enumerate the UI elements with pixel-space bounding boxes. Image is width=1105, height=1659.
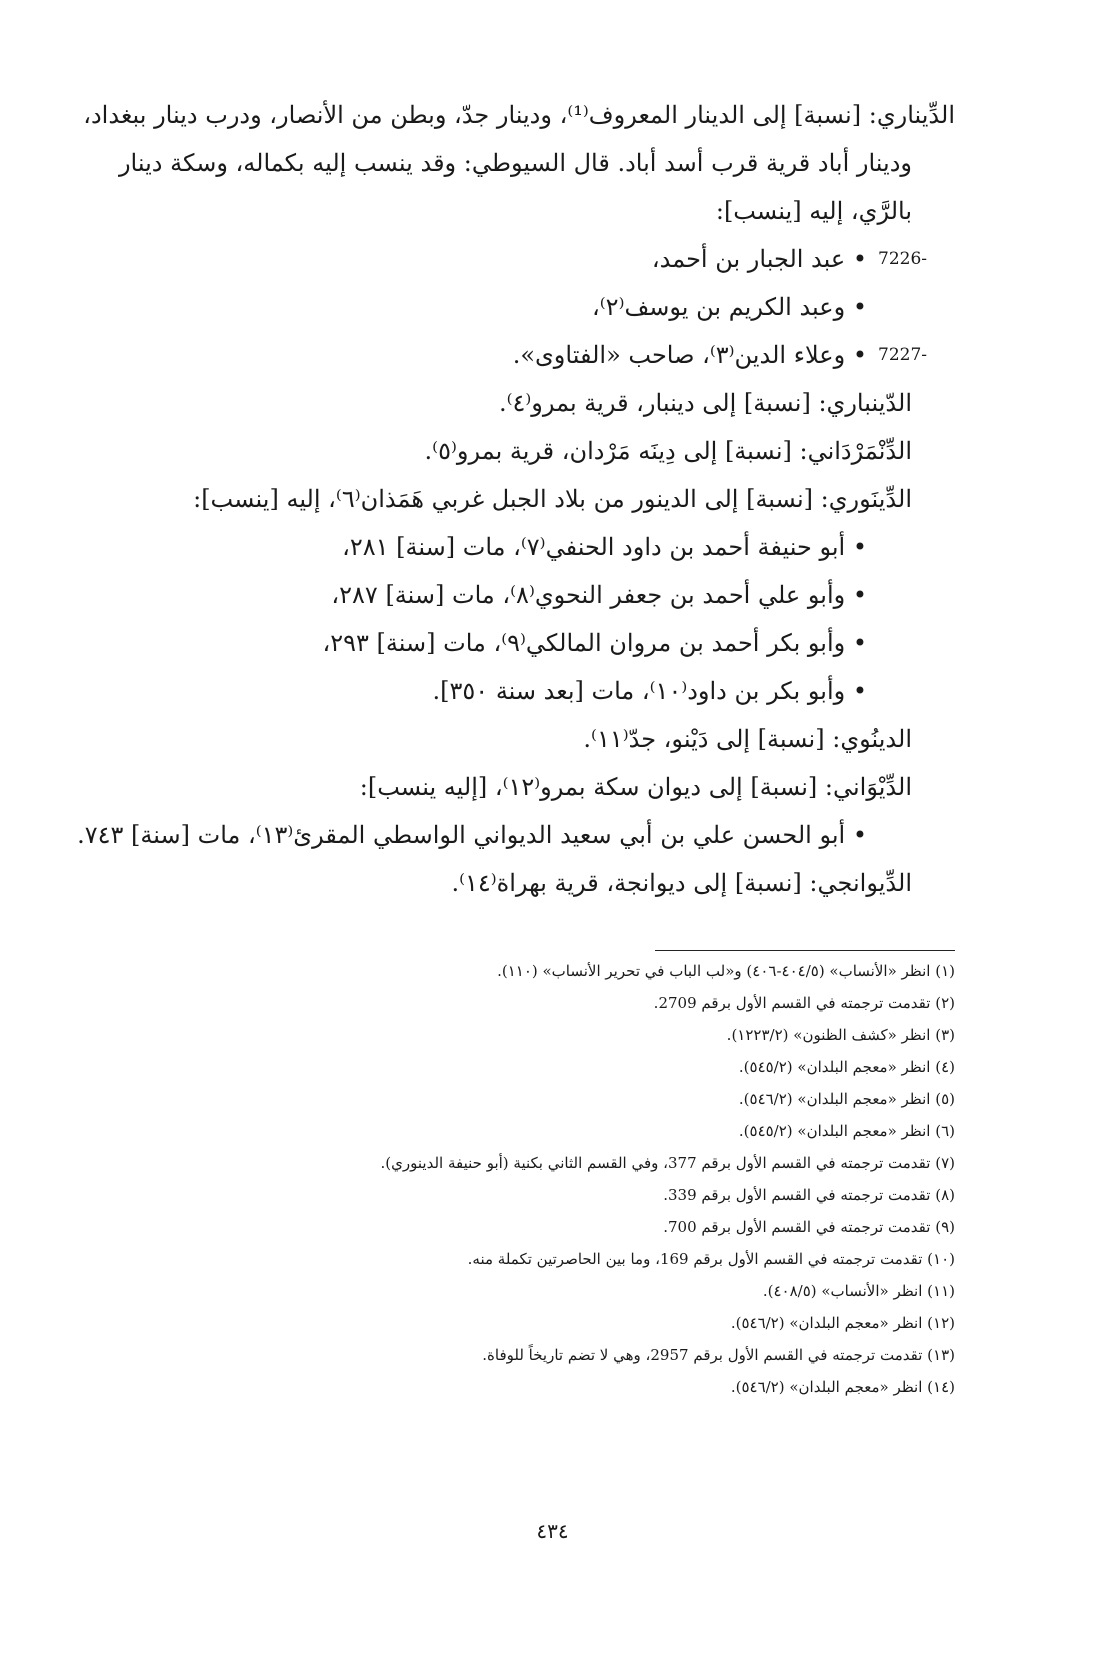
footnote: (٨) تقدمت ترجمته في القسم الأول برقم 339.	[663, 1186, 955, 1204]
entry-line: • وأبو علي أحمد بن جعفر النحوي⁽٨⁾، مات [سنة] ٢٨٧،	[331, 581, 867, 609]
entry-line: • وأبو بكر أحمد بن مروان المالكي⁽٩⁾، مات [سنة] ٢٩٣،	[322, 629, 867, 657]
entry-line: الدّينباري: [نسبة] إلى دينبار، قرية بمرو⁽٤⁾.	[498, 389, 912, 417]
entry-line: • وأبو بكر بن داود⁽١٠⁾، مات [بعد سنة ٣٥٠].	[432, 677, 867, 705]
entry-number: 7227-	[878, 345, 928, 365]
footnote-separator	[655, 950, 955, 951]
entry-line: • وعلاء الدين⁽٣⁾، صاحب «الفتاوى».	[512, 341, 867, 369]
entry-line: الدِّيناري: [نسبة] إلى الدينار المعروف⁽¹⁾، ودينار جدّ، وبطن من الأنصار، ودرب دينار ببغداد،	[83, 101, 955, 129]
footnote: (٩) تقدمت ترجمته في القسم الأول برقم 700.	[663, 1218, 955, 1236]
footnote: (١٢) انظر «معجم البلدان» (٥٤٦/٢).	[730, 1314, 955, 1332]
entry-line: • أبو حنيفة أحمد بن داود الحنفي⁽٧⁾، مات [سنة] ٢٨١،	[342, 533, 867, 561]
footnote: (٧) تقدمت ترجمته في القسم الأول برقم 377، وفي القسم الثاني بكنية (أبو حنيفة الدينوري).	[380, 1154, 955, 1172]
footnote: (٤) انظر «معجم البلدان» (٥٤٥/٢).	[738, 1058, 955, 1076]
footnote: (٦) انظر «معجم البلدان» (٥٤٥/٢).	[738, 1122, 955, 1140]
footnote: (١١) انظر «الأنساب» (٤٠٨/٥).	[762, 1282, 955, 1300]
entry-line: بالرَّي، إليه [ينسب]:	[715, 197, 912, 225]
footnote: (٢) تقدمت ترجمته في القسم الأول برقم 2709.	[653, 994, 955, 1012]
footnote: (١٤) انظر «معجم البلدان» (٥٤٦/٢).	[730, 1378, 955, 1396]
entry-line: • وعبد الكريم بن يوسف⁽٢⁾،	[592, 293, 867, 321]
page-number: ٤٣٤	[536, 1519, 569, 1543]
footnote: (٥) انظر «معجم البلدان» (٥٤٦/٢).	[738, 1090, 955, 1108]
entry-line: الدِّينَوري: [نسبة] إلى الدينور من بلاد الجبل غربي هَمَذان⁽٦⁾، إليه [ينسب]:	[193, 485, 912, 513]
entry-line: الدينُوي: [نسبة] إلى دَيْنو، جدّ⁽١١⁾.	[583, 725, 912, 753]
footnote: (١) انظر «الأنساب» (٤٠٤/٥-٤٠٦) و«لب الباب في تحرير الأنساب» (١١٠).	[497, 962, 955, 980]
entry-line: الدِّيْوَاني: [نسبة] إلى ديوان سكة بمرو⁽١٢⁾، [إليه ينسب]:	[359, 773, 912, 801]
entry-line: ودينار أباد قرية قرب أسد أباد. قال السيوطي: وقد ينسب إليه بكماله، وسكة دينار	[118, 149, 912, 177]
entry-line: الدِّنْمَرْدَاني: [نسبة] إلى دِينَه مَرْدان، قرية بمرو⁽٥⁾.	[424, 437, 912, 465]
entry-line: • أبو الحسن علي بن أبي سعيد الديواني الواسطي المقرئ⁽١٣⁾، مات [سنة] ٧٤٣.	[77, 821, 867, 849]
entry-line: • عبد الجبار بن أحمد،	[651, 245, 867, 273]
footnote: (٣) انظر «كشف الظنون» (١٢٢٣/٢).	[726, 1026, 955, 1044]
entry-line: الدِّيوانجي: [نسبة] إلى ديوانجة، قرية بهراة⁽١٤⁾.	[451, 869, 912, 897]
footnote: (١٣) تقدمت ترجمته في القسم الأول برقم 2957، وهي لا تضم تاريخاً للوفاة.	[482, 1346, 955, 1364]
entry-number: 7226-	[878, 249, 928, 269]
footnote: (١٠) تقدمت ترجمته في القسم الأول برقم 169، وما بين الحاصرتين تكملة منه.	[467, 1250, 955, 1268]
